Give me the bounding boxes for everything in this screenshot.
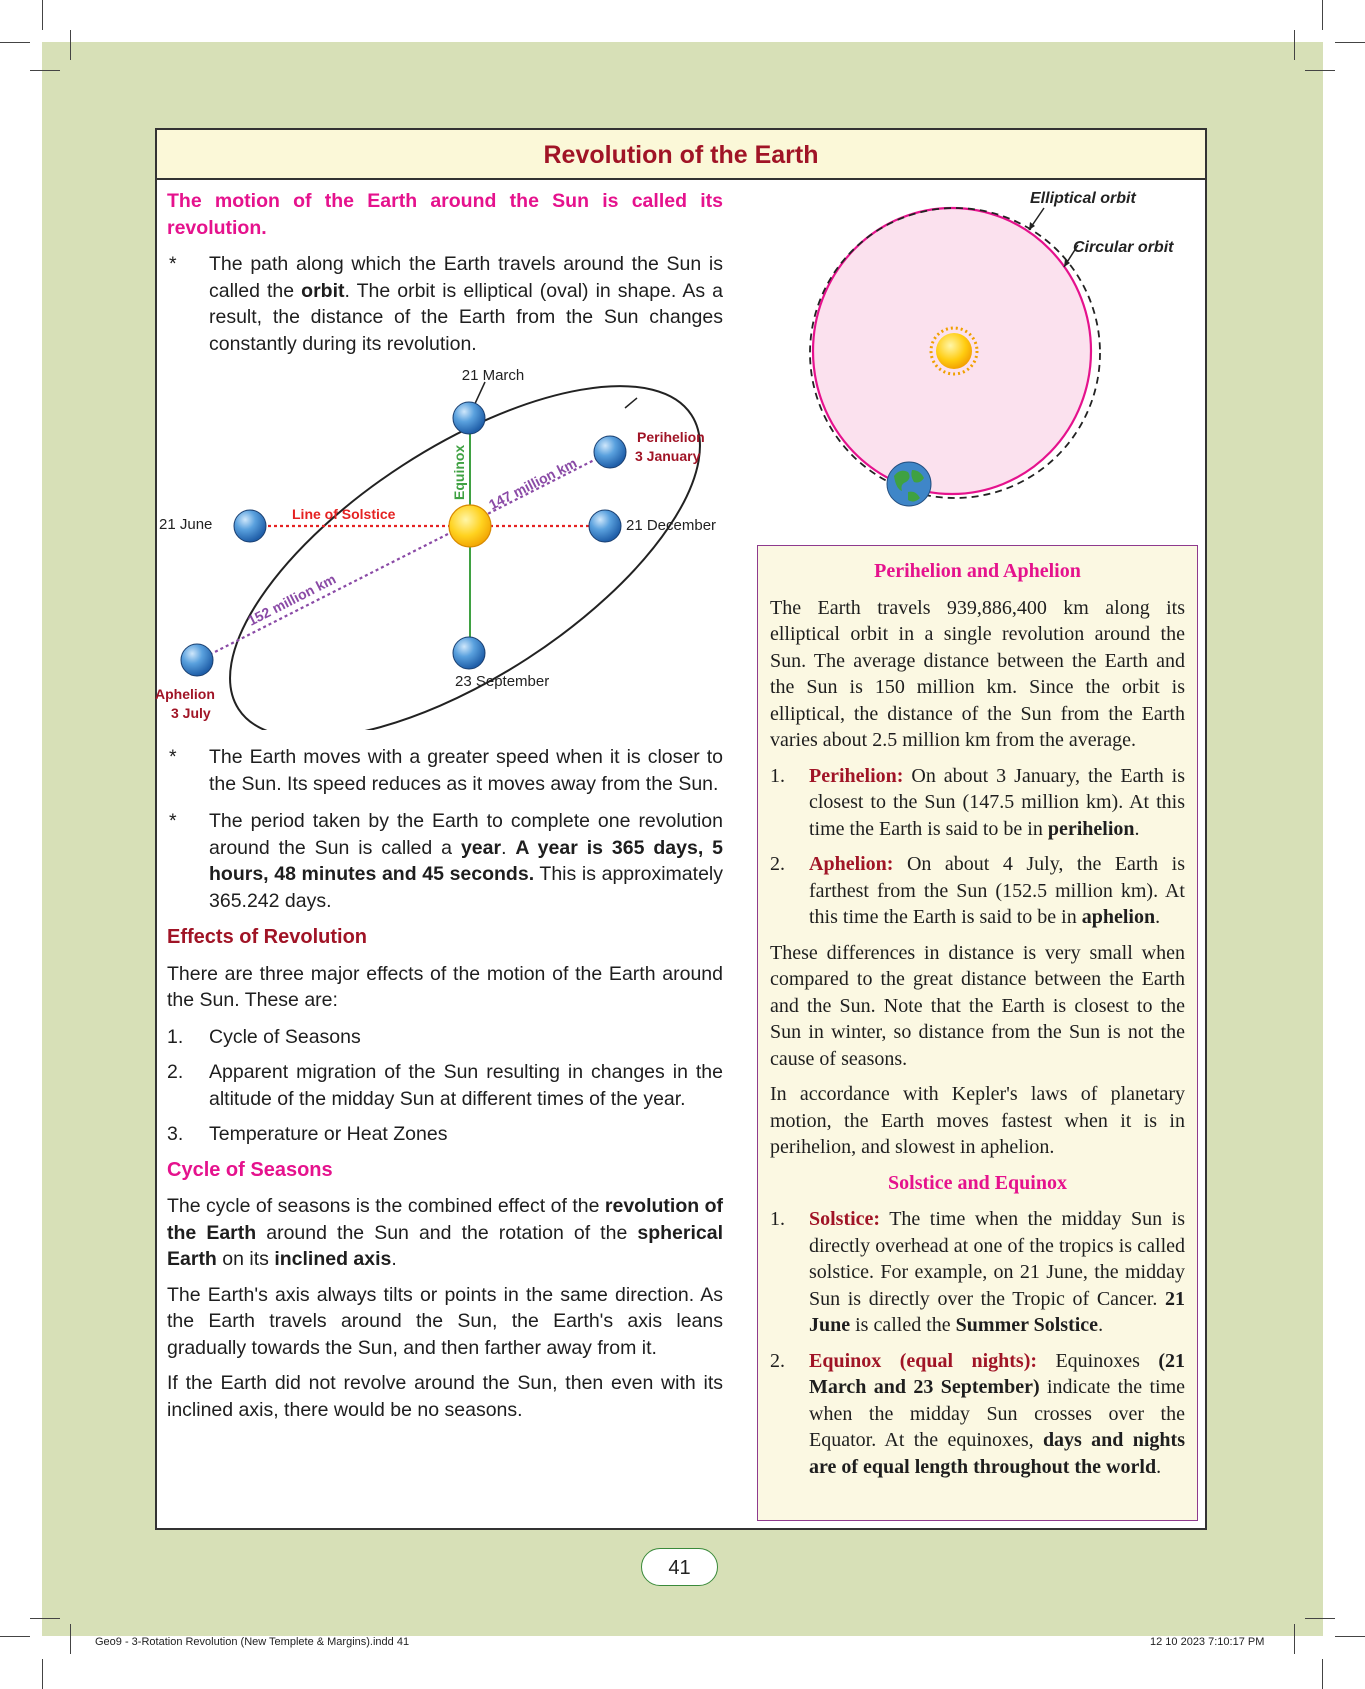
label-line-of-solstice: Line of Solstice bbox=[292, 506, 396, 522]
label-152-million-km: 152 million km bbox=[245, 570, 339, 629]
bold-run: spherical Earth bbox=[167, 1221, 723, 1270]
earth-december-icon bbox=[589, 510, 621, 542]
earth-aphelion-icon bbox=[181, 644, 213, 676]
label-perihelion: Perihelion bbox=[637, 429, 705, 445]
text-run: . bbox=[1156, 1455, 1162, 1478]
label-perihelion-date: 3 January bbox=[635, 448, 701, 464]
lead-definition: The motion of the Earth around the Sun is called its revolution. bbox=[167, 190, 723, 239]
box-item-equinox bbox=[770, 1348, 1185, 1481]
text-run: on its bbox=[216, 1248, 275, 1270]
text-run: The period taken by the Earth to complete one revolution around the Sun is called a bbox=[209, 810, 723, 859]
crop-mark bbox=[42, 1659, 43, 1689]
box-heading-solstice-equinox: Solstice and Equinox bbox=[888, 1171, 1067, 1194]
sun-icon bbox=[449, 505, 491, 547]
text-run: . bbox=[1098, 1314, 1104, 1336]
seasons-heading: Cycle of Seasons bbox=[167, 1158, 333, 1181]
earth-september-icon bbox=[453, 637, 485, 669]
left-column-top bbox=[167, 188, 723, 357]
item-text: Temperature or Heat Zones bbox=[209, 1123, 448, 1145]
crop-mark bbox=[1294, 30, 1295, 60]
text-run: The path along which the Earth travels around the Sun is called the bbox=[209, 253, 723, 302]
bold-run: revolution of the Earth bbox=[167, 1195, 723, 1244]
text-run: The time when the midday Sun is directly overhead at one of the tropics is called solstice. For example, on 21 June, the midday Sun is directly over the Tropic of Cancer. bbox=[809, 1208, 1185, 1310]
effects-intro: There are three major effects of the motion of the Earth around the Sun. These are: bbox=[167, 962, 723, 1011]
label-21-june: 21 June bbox=[159, 516, 213, 533]
label-21-december: 21 December bbox=[626, 517, 717, 534]
orbit-comparison-diagram bbox=[790, 180, 1190, 525]
crop-mark bbox=[1335, 42, 1365, 43]
page-title: Revolution of the Earth bbox=[157, 130, 1205, 180]
item-number: 2. bbox=[167, 1061, 184, 1083]
earth-june-icon bbox=[234, 510, 266, 542]
box-paragraph: The Earth travels 939,886,400 km along its elliptical orbit in a single revolution around the Sun. The average distance between the Earth and the Sun is 150 million km. Since the orbit is elliptical, the distance of the Sun from the Earth varies about 2.5 million km from the average. bbox=[770, 596, 1185, 751]
crop-mark bbox=[1294, 1624, 1295, 1654]
text-run: The cycle of seasons is the combined effect of the bbox=[167, 1195, 605, 1217]
box-item-solstice bbox=[770, 1206, 1185, 1339]
term-aphelion: Aphelion: bbox=[809, 853, 894, 875]
term-year: year bbox=[460, 836, 502, 859]
label-circular-orbit: Circular orbit bbox=[1073, 239, 1174, 256]
label-147-million-km: 147 million km bbox=[486, 454, 580, 513]
text-run: . The orbit is elliptical (oval) in shape. As a result, the distance of the Earth from the Sun changes constantly during its revolution. bbox=[209, 279, 723, 355]
term-solstice: Solstice: bbox=[809, 1208, 881, 1230]
footer-timestamp: 12 10 2023 7:10:17 PM bbox=[1150, 1636, 1265, 1648]
bold-run: perihelion bbox=[1047, 817, 1135, 840]
effect-item bbox=[167, 1059, 723, 1112]
bullet-speed bbox=[167, 744, 723, 797]
bullet-mark: * bbox=[169, 810, 177, 832]
item-number: 2. bbox=[770, 1349, 785, 1372]
term-equinox: Equinox (equal nights): bbox=[809, 1349, 1038, 1372]
crop-mark bbox=[1322, 0, 1323, 30]
earth-perihelion-icon bbox=[594, 436, 626, 468]
item-number: 1. bbox=[770, 1208, 785, 1230]
earth-march-icon bbox=[453, 402, 485, 434]
crop-mark bbox=[0, 1636, 30, 1637]
box-item-aphelion bbox=[770, 851, 1185, 931]
text-run: . bbox=[1155, 906, 1161, 928]
bold-run: aphelion bbox=[1081, 906, 1156, 928]
page-number: 41 bbox=[641, 1548, 718, 1586]
term-perihelion: Perihelion: bbox=[809, 764, 904, 787]
bold-run: days and nights are of equal length throughout the world bbox=[809, 1429, 1185, 1478]
text-run: On about 3 January, the Earth is closest to the Sun (147.5 million km). At this time the Earth is said to be in bbox=[809, 764, 1185, 840]
bold-run: Summer Solstice bbox=[955, 1314, 1099, 1336]
item-text: Cycle of Seasons bbox=[209, 1025, 361, 1048]
revolution-orbit-diagram bbox=[155, 360, 735, 730]
bold-run: 21 June bbox=[809, 1287, 1185, 1336]
text-run: is called the bbox=[850, 1314, 956, 1336]
bullet-mark: * bbox=[169, 253, 177, 275]
crop-mark bbox=[1322, 1659, 1323, 1689]
bullet-orbit bbox=[167, 251, 723, 357]
label-equinox: Equinox bbox=[451, 444, 467, 500]
label-aphelion-date: 3 July bbox=[171, 705, 211, 721]
earth-globe-icon bbox=[887, 462, 931, 506]
effects-heading: Effects of Revolution bbox=[167, 926, 368, 948]
crop-mark bbox=[70, 30, 71, 60]
item-text: Apparent migration of the Sun resulting in changes in the altitude of the midday Sun at different times of the year. bbox=[209, 1061, 723, 1110]
text-run: On about 4 July, the Earth is farthest from the Sun (152.5 million km). At this time the Earth is said to be in bbox=[809, 853, 1185, 928]
left-column-bottom bbox=[167, 744, 723, 1423]
item-number: 3. bbox=[167, 1123, 184, 1145]
perihelion-pointer bbox=[625, 398, 637, 408]
perihelion-aphelion-box bbox=[757, 545, 1198, 1521]
effect-item bbox=[167, 1121, 723, 1148]
crop-mark bbox=[1305, 70, 1335, 71]
effect-item bbox=[167, 1024, 723, 1051]
text-run: This is approximately 365.242 days. bbox=[209, 863, 723, 912]
footer-file-name: Geo9 - 3-Rotation Revolution (New Templete & Margins).indd 41 bbox=[95, 1636, 410, 1648]
box-item-perihelion bbox=[770, 763, 1185, 843]
text-run: . bbox=[1134, 817, 1140, 840]
bullet-mark: * bbox=[169, 746, 177, 768]
seasons-paragraph-1 bbox=[167, 1193, 723, 1273]
term-orbit: orbit bbox=[301, 279, 345, 302]
bold-run: inclined axis bbox=[274, 1248, 392, 1270]
label-aphelion: Aphelion bbox=[155, 686, 215, 702]
crop-mark bbox=[70, 1624, 71, 1654]
crop-mark bbox=[42, 0, 43, 30]
text-run: The Earth moves with a greater speed when it is closer to the Sun. Its speed reduces as it moves away from the Sun. bbox=[209, 746, 723, 795]
year-length-bold: A year is 365 days, 5 hours, 48 minutes and 45 seconds. bbox=[209, 836, 724, 885]
label-23-september: 23 September bbox=[455, 673, 550, 690]
crop-mark bbox=[1305, 1618, 1335, 1619]
bold-run: (21 March and 23 September) bbox=[809, 1349, 1185, 1398]
item-number: 2. bbox=[770, 853, 785, 875]
crop-mark bbox=[30, 70, 60, 71]
seasons-paragraph-2: The Earth's axis always tilts or points in the same direction. As the Earth travels around the Sun, the Earth's axis leans gradually towards the Sun, and then farther away from it. bbox=[167, 1283, 723, 1359]
text-run: around the Sun and the rotation of the bbox=[256, 1221, 638, 1244]
box-paragraph: In accordance with Kepler's laws of planetary motion, the Earth moves fastest when it is in perihelion, and slowest in aphelion. bbox=[770, 1083, 1185, 1158]
item-number: 1. bbox=[770, 764, 785, 787]
text-run: . bbox=[501, 836, 516, 859]
crop-mark bbox=[1335, 1636, 1365, 1637]
seasons-paragraph-3: If the Earth did not revolve around the Sun, then even with its inclined axis, there would be no seasons. bbox=[167, 1372, 723, 1421]
crop-mark bbox=[30, 1618, 60, 1619]
box-paragraph: These differences in distance is very small when compared to the great distance between the Earth and the Sun. Note that the Earth is closest to the Sun in winter, so distance from the Sun is not the cause of seasons. bbox=[770, 941, 1185, 1070]
box-heading-perihelion-aphelion: Perihelion and Aphelion bbox=[874, 560, 1081, 582]
text-run: . bbox=[391, 1248, 397, 1270]
text-run: indicate the time when the midday Sun crosses over the Equator. At the equinoxes, bbox=[809, 1376, 1186, 1451]
item-number: 1. bbox=[167, 1025, 184, 1048]
bullet-year bbox=[167, 808, 723, 914]
label-elliptical-orbit: Elliptical orbit bbox=[1030, 190, 1136, 207]
label-21-march: 21 March bbox=[461, 367, 525, 384]
crop-mark bbox=[0, 42, 30, 43]
text-run: Equinoxes bbox=[1037, 1349, 1159, 1372]
